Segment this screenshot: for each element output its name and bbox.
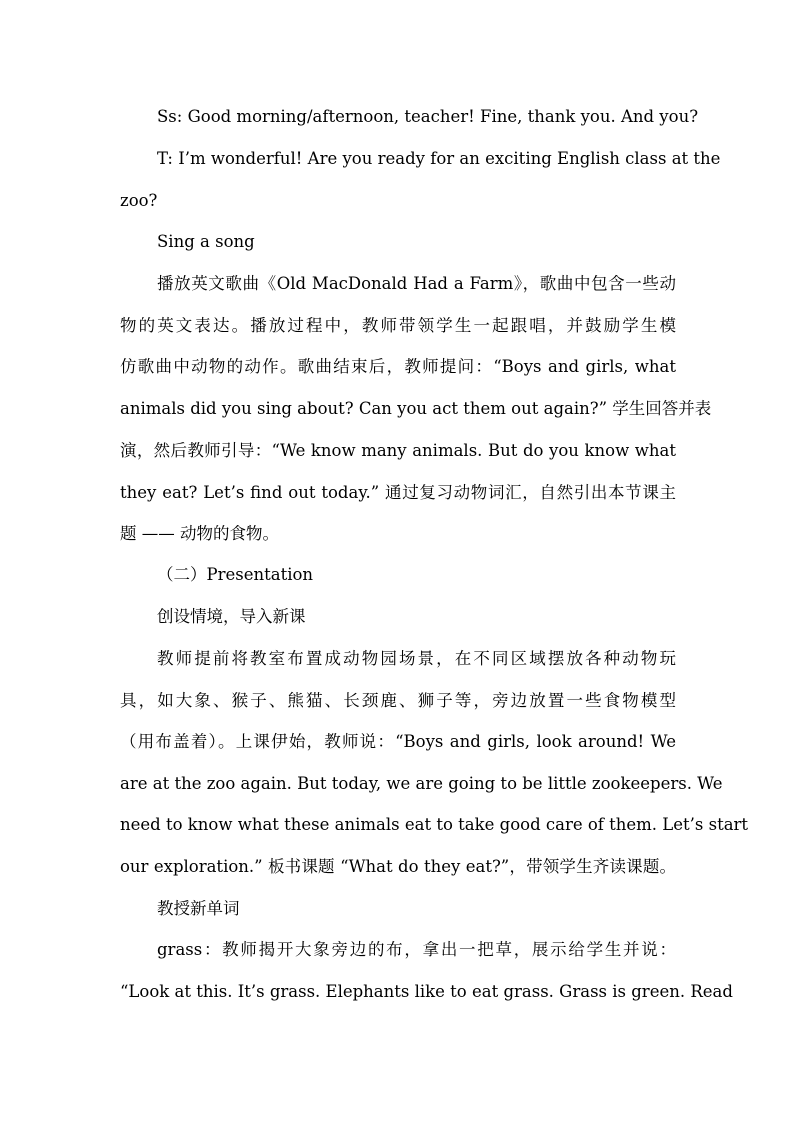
- paragraph-line: 教师提前将教室布置成动物园场景，在不同区域摆放各种动物玩: [157, 649, 676, 668]
- subsection-heading: 教授新单词: [157, 899, 240, 918]
- paragraph-line: animals did you sing about? Can you act them out again?” 学生回答并表: [120, 399, 712, 418]
- paragraph-line: 题 —— 动物的食物。: [120, 524, 279, 543]
- section-heading-sing-a-song: Sing a song: [157, 232, 255, 251]
- paragraph-line: they eat? Let’s find out today.” 通过复习动物词汇，自然引出本节课主: [120, 483, 676, 502]
- subsection-heading: 创设情境，导入新课: [157, 607, 306, 626]
- dialogue-line-teacher-cont: zoo?: [120, 191, 158, 210]
- paragraph-line: “Look at this. It’s grass. Elephants like to eat grass. Grass is green. Read: [120, 982, 733, 1001]
- section-heading-presentation: （二）Presentation: [157, 565, 314, 584]
- paragraph-line: need to know what these animals eat to take good care of them. Let’s start: [120, 815, 749, 834]
- dialogue-line-teacher: T: I’m wonderful! Are you ready for an exciting English class at the: [157, 149, 721, 168]
- paragraph-line: our exploration.” 板书课题 “What do they eat?”，带领学生齐读课题。: [120, 857, 676, 876]
- paragraph-line: （用布盖着）。上课伊始，教师说：“Boys and girls, look around! We: [120, 732, 676, 751]
- paragraph-line: grass：教师揭开大象旁边的布，拿出一把草，展示给学生并说：: [157, 940, 676, 959]
- paragraph-line: 播放英文歌曲《Old MacDonald Had a Farm》，歌曲中包含一些动: [157, 274, 676, 293]
- dialogue-line-students: Ss: Good morning/afternoon, teacher! Fine, thank you. And you?: [157, 107, 699, 126]
- paragraph-line: 物的英文表达。播放过程中，教师带领学生一起跟唱，并鼓励学生模: [120, 316, 676, 335]
- paragraph-line: 具，如大象、猴子、熊猫、长颈鹿、狮子等，旁边放置一些食物模型: [120, 691, 676, 710]
- paragraph-line: 仿歌曲中动物的动作。歌曲结束后，教师提问：“Boys and girls, what: [120, 357, 676, 376]
- paragraph-line: are at the zoo again. But today, we are going to be little zookeepers. We: [120, 774, 723, 793]
- paragraph-line: 演，然后教师引导：“We know many animals. But do you know what: [120, 441, 676, 460]
